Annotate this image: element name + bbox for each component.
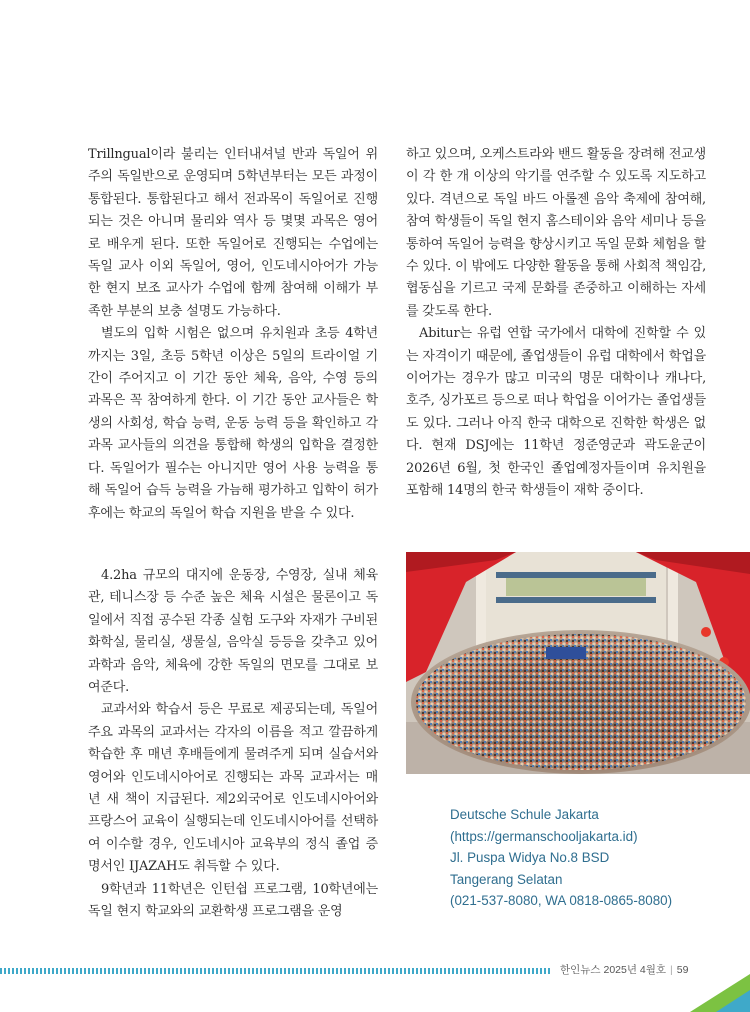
footer-separator: | — [670, 964, 673, 976]
school-address: Jl. Puspa Widya No.8 BSD — [450, 850, 610, 865]
school-website[interactable]: (https://germanschooljakarta.id) — [450, 828, 638, 844]
article-column-left-bottom — [88, 565, 378, 924]
paragraph: Abitur는 유럽 연합 국가에서 대학에 진학할 수 있는 자격이기 때문에, 졸업생들이 유럽 대학에서 학업을 이어가는 경우가 많고 미국의 명문 대학이나 캐나다, 호주, 싱가포르 등으로 떠나 학업을 이어가는 졸업생들도 있다. 그러나 아직 한국 대학으로 진학한 학생은 없다. 현재 DSJ에는 11학년 정준영군과 곽도윤군이 2026년 6월, 첫 한국인 졸업예정자들이며 유치원을 포함해 14명의 한국 학생들이 재학 중이다. — [406, 326, 706, 499]
footer-divider — [0, 968, 552, 974]
page-number: 59 — [676, 964, 689, 976]
school-name: Deutsche Schule Jakarta — [450, 807, 599, 822]
corner-decoration — [670, 964, 750, 1012]
paragraph: Trillngual이라 불리는 인터내셔널 반과 독일어 위주의 독일반으로 운영되며 5학년부터는 모든 과정이 통합된다. 통합된다고 해서 전과목이 독일어로 진행되는 것은 아니며 물리와 역사 등 몇몇 과목은 영어로 배우게 된다. 또한 독일어로 진행되는 수업에는 독일 교사 이외 독일어, 영어, 인도네시아어가 가능한 현지 보조 교사가 수업에 함께 참여해 이해가 부족한 부분의 보충 설명도 가능하다. — [88, 147, 378, 319]
school-info-caption — [450, 804, 672, 912]
paragraph: 별도의 입학 시험은 없으며 유치원과 초등 4학년 까지는 3일, 초등 5학년 이상은 5일의 트라이얼 기간이 주어지고 이 기간 동안 체육, 음악, 수영 등의 과목은 꼭 참여하게 한다. 이 기간 동안 교사들은 학생의 사회성, 학습 능력, 운동 능력 등을 확인하고 각 과목 교사들의 의견을 통합해 학생의 입학을 결정한다. 독일어가 필수는 아니지만 영어 사용 능력을 통해 독일어 습득 능력을 가늠해 평가하고 입학이 허가 후에는 학교의 독일어 학습 지원을 받을 수 있다. — [88, 326, 378, 521]
article-column-right — [406, 144, 706, 503]
paragraph: 하고 있으며, 오케스트라와 밴드 활동을 장려해 전교생이 각 한 개 이상의 악기를 연주할 수 있도록 지도하고 있다. 격년으로 독일 바드 아롤젠 음악 축제에 참여해, 참여 학생들이 독일 현지 홈스테이와 음악 세미나 등을 통하여 독일어 능력을 향상시키고 독일 문화 체험을 할 수 있다. 이 밖에도 다양한 활동을 통해 사회적 책임감, 협동심을 기르고 국제 문화를 존중하고 이해하는 자세를 갖도록 한다. — [406, 147, 706, 319]
paragraph: 4.2ha 규모의 대지에 운동장, 수영장, 실내 체육관, 테니스장 등 수준 높은 체육 시설은 물론이고 독일에서 직접 공수된 각종 실험 도구와 자재가 구비된 화학실, 물리실, 생물실, 음악실 등등을 갖추고 있어 과학과 음악, 체육에 강한 독일의 면모를 그대로 보여준다. — [88, 568, 378, 696]
article-column-left-top — [88, 144, 378, 525]
school-phone: (021-537-8080, WA 0818-0865-8080) — [450, 893, 673, 908]
paragraph: 교과서와 학습서 등은 무료로 제공되는데, 독일어 주요 과목의 교과서는 각자의 이름을 적고 깔끔하게 학습한 후 매년 후배들에게 물려주게 되며 실습서와 영어와 인도네시아어로 진행되는 과목 교과서는 매년 새 책이 지급된다. 제2외국어로 인도네시아어와 프랑스어 교육이 실행되는데 인도네시아어를 선택하여 이수할 경우, 인도네시아 교육부의 정식 졸업 증명서인 IJAZAH도 취득할 수 있다. — [88, 702, 378, 875]
publication-name: 한인뉴스 2025년 4월호 — [560, 964, 667, 976]
school-region: Tangerang Selatan — [450, 871, 563, 887]
school-group-photo — [406, 552, 750, 774]
paragraph: 9학년과 11학년은 인턴쉽 프로그램, 10학년에는 독일 현지 학교와의 교환학생 프로그램을 운영 — [88, 881, 378, 920]
